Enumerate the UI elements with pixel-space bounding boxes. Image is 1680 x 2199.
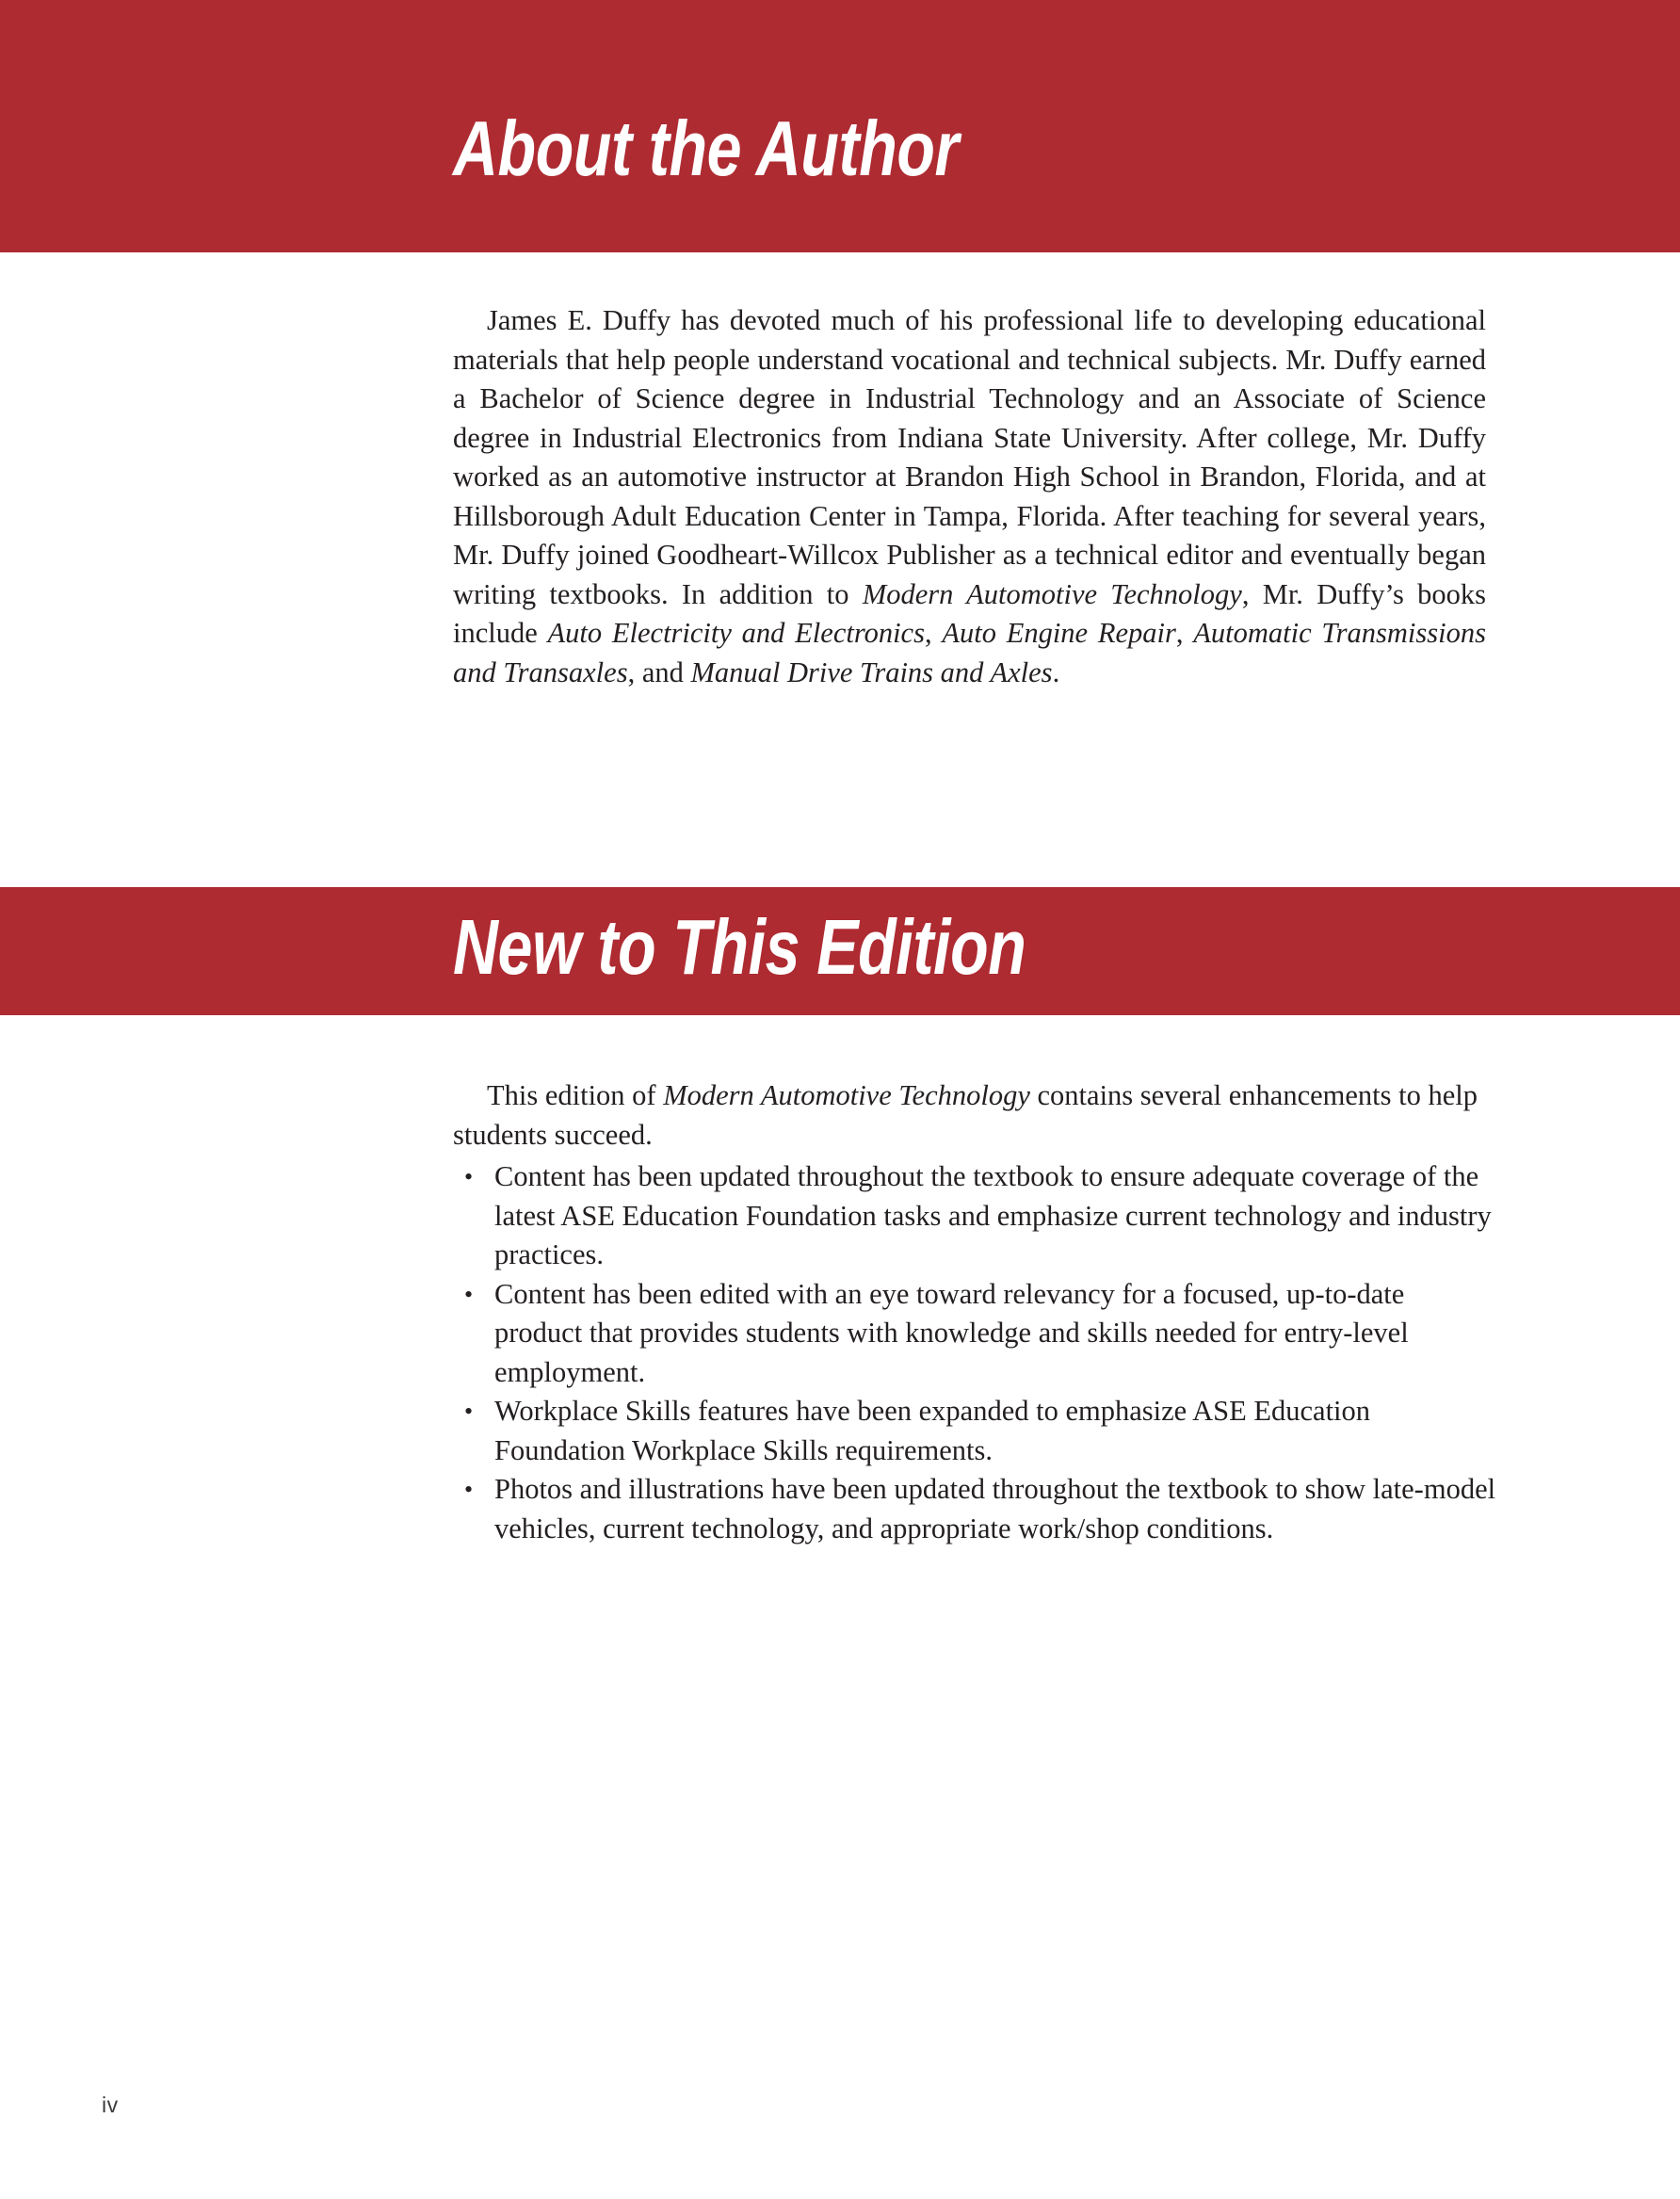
list-item-text: Content has been updated throughout the textbook to ensure adequate coverage of the latest ASE Education Foundation tasks and emphasize current technology and industry practices. — [494, 1160, 1492, 1270]
section-banner-about-the-author — [0, 0, 1680, 252]
list-item — [464, 1392, 1498, 1470]
text-run: , — [924, 617, 943, 649]
text-run: This edition of — [487, 1079, 664, 1111]
text-run: . — [1052, 655, 1060, 688]
new-to-this-edition-intro — [453, 1076, 1486, 1155]
bullet-marker-icon: • — [464, 1163, 474, 1190]
list-item-text: Content has been edited with an eye toward relevancy for a focused, up-to-date product that provides students with knowledge and skills needed for entry-level employment. — [494, 1277, 1409, 1388]
text-run: , Mr. Duffy’s books include — [453, 577, 1486, 649]
page-number: iv — [102, 2093, 119, 2117]
list-item-text: Photos and illustrations have been updated throughout the textbook to show late-model vehicles, current technology, and appropriate work/shop conditions. — [494, 1473, 1496, 1544]
section-heading-new-to-this-edition: New to This Edition — [453, 903, 1026, 991]
list-item — [464, 1157, 1498, 1275]
italic-title-run: Automatic Transmissions and Transaxles — [453, 617, 1486, 688]
bullet-marker-icon: • — [464, 1280, 474, 1308]
italic-title-run: Auto Engine Repair — [942, 617, 1176, 649]
text-run: contains several enhancements to help students succeed. — [453, 1079, 1478, 1151]
text-run: , — [1175, 617, 1194, 649]
italic-title-run: Auto Electricity and Electronics — [547, 617, 925, 649]
section-banner-new-to-this-edition — [0, 887, 1680, 1015]
list-item — [464, 1275, 1498, 1393]
new-to-this-edition-bullet-list — [453, 1157, 1498, 1548]
bullet-marker-icon: • — [464, 1398, 474, 1425]
italic-title-run: Modern Automotive Technology — [663, 1079, 1030, 1111]
list-item-text: Workplace Skills features have been expanded to emphasize ASE Education Foundation Workplace Skills requirements. — [494, 1395, 1371, 1466]
italic-title-run: Modern Automotive Technology — [862, 577, 1242, 610]
text-run: James E. Duffy has devoted much of his professional life to developing educational materials that help people understand vocational and technical subjects. Mr. Duffy earned a Bachelor of Science degree in Industrial Technology and an Associate of Science degree in Industrial Electronics from Indiana State University. After college, Mr. Duffy worked as an automotive instructor at Brandon High School in Brandon, Florida, and at Hillsborough Adult Education Center in Tampa, Florida. After teaching for several years, Mr. Duffy joined Goodheart-Willcox Publisher as a technical editor and eventually began writing textbooks. In addition to — [453, 304, 1486, 610]
italic-title-run: Manual Drive Trains and Axles — [690, 655, 1053, 688]
section-heading-about-the-author: About the Author — [453, 105, 959, 192]
list-item — [464, 1470, 1498, 1548]
about-the-author-paragraph — [453, 301, 1486, 692]
bullet-marker-icon: • — [464, 1476, 474, 1503]
text-run: , and — [627, 655, 691, 688]
